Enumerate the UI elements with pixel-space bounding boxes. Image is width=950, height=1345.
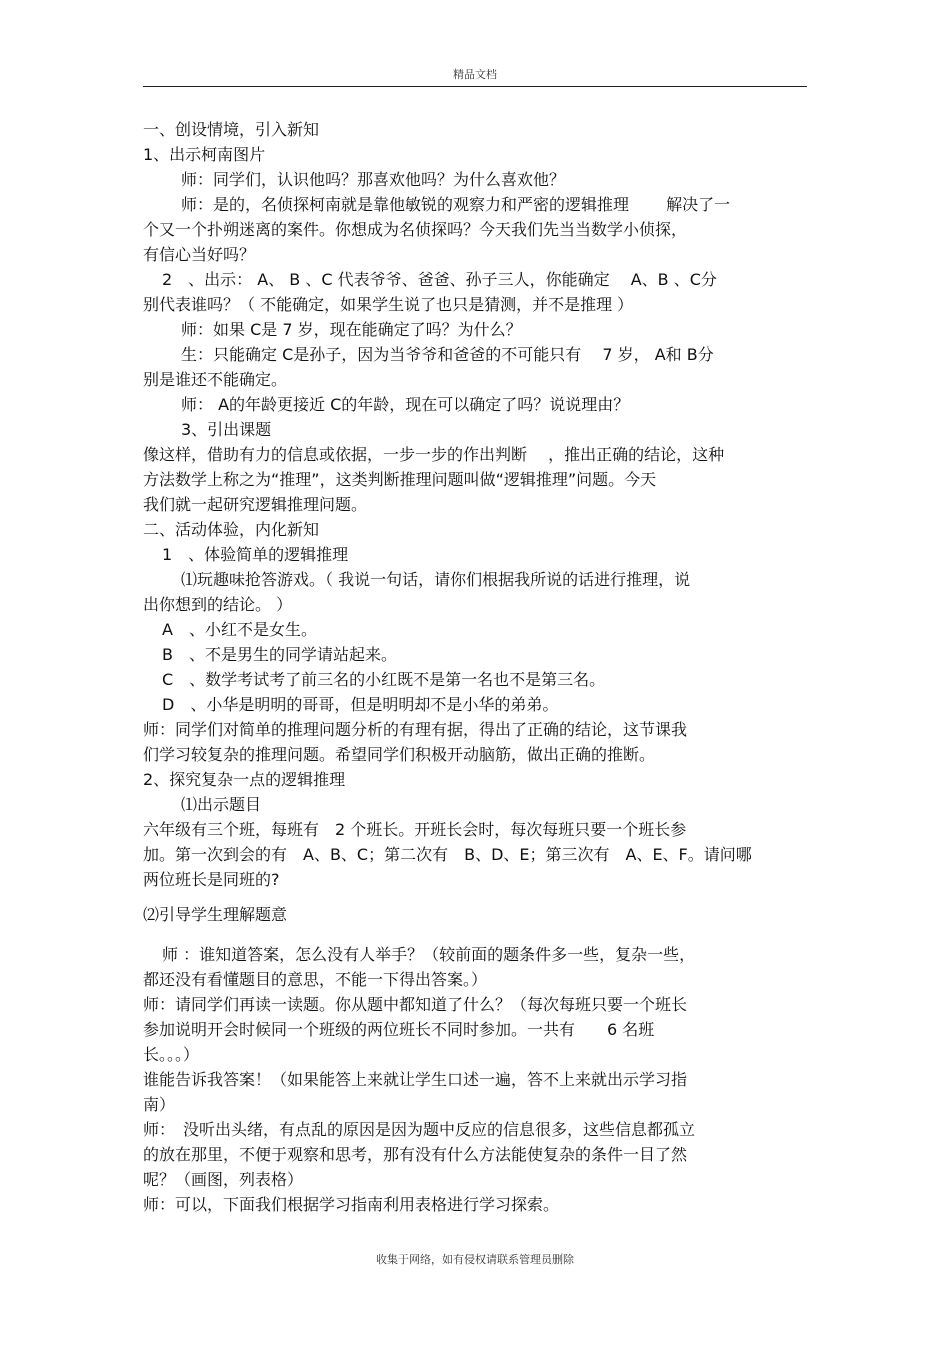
- list-item: C 、数学考试考了前三名的小红既不是第一名也不是第三名。: [162, 670, 606, 689]
- header-divider: [143, 86, 807, 87]
- page-header: 精品文档: [453, 68, 497, 81]
- text-line: 师：是的，名侦探柯南就是靠他敏锐的观察力和严密的逻辑推理 解决了一: [181, 195, 731, 214]
- text-line: 都还没有看懂题目的意思，不能一下得出答案。）: [143, 970, 488, 989]
- text-line: 呢？（画图，列表格）: [143, 1170, 304, 1189]
- text-line: 们学习较复杂的推理问题。希望同学们积极开动脑筋，做出正确的推断。: [143, 745, 656, 764]
- list-item: A 、小红不是女生。: [162, 620, 317, 639]
- subsection-heading: 1、出示柯南图片: [143, 145, 266, 164]
- text-line: 南）: [143, 1095, 176, 1114]
- text-line: 师：同学们对简单的推理问题分析的有理有据，得出了正确的结论，这节课我: [143, 720, 688, 739]
- text-line: ⑴出示题目: [181, 795, 262, 814]
- subsection-heading: 1 、体验简单的逻辑推理: [162, 545, 349, 564]
- section-heading: 一、创设情境，引入新知: [143, 120, 320, 139]
- text-line: 像这样，借助有力的信息或依据，一步一步的作出判断 ，推出正确的结论，这种: [143, 445, 725, 464]
- text-line: 加。第一次到会的有 A、B、C；第二次有 B、D、E；第三次有 A、E、F。请问哪: [143, 845, 752, 864]
- subsection-heading: 2、探究复杂一点的逻辑推理: [143, 770, 346, 789]
- text-line: 师：如果 C是 7 岁，现在能确定了吗？为什么？: [181, 320, 522, 339]
- subsection-heading: 3、引出课题: [181, 420, 272, 439]
- text-line: 师 ：谁知道答案，怎么没有人举手？（较前面的题条件多一些，复杂一些，: [162, 945, 696, 964]
- text-line: 师：同学们，认识他吗？那喜欢他吗？为什么喜欢他？: [181, 170, 566, 189]
- text-line: 谁能告诉我答案！（如果能答上来就让学生口述一遍，答不上来就出示学习指: [143, 1070, 688, 1089]
- text-line: 方法数学上称之为“推理”，这类判断推理问题叫做“逻辑推理”问题。今天: [143, 470, 657, 489]
- list-item: D 、小华是明明的哥哥，但是明明却不是小华的弟弟。: [162, 695, 559, 714]
- text-line: 生：只能确定 C是孙子，因为当爷爷和爸爸的不可能只有 7 岁， A和 B分: [181, 345, 714, 364]
- text-line: 师：可以，下面我们根据学习指南利用表格进行学习探索。: [143, 1195, 560, 1214]
- text-line: 参加说明开会时候同一个班级的两位班长不同时参加。一共有 6 名班: [143, 1020, 655, 1039]
- text-line: 师：请同学们再读一读题。你从题中都知道了什么？（每次每班只要一个班长: [143, 995, 688, 1014]
- text-line: 有信心当好吗？: [143, 245, 256, 264]
- text-line: 两位班长是同班的?: [143, 870, 280, 889]
- text-line: 师： 没听出头绪，有点乱的原因是因为题中反应的信息很多，这些信息都孤立: [143, 1120, 696, 1139]
- text-line: 出你想到的结论。 ）: [143, 595, 293, 614]
- text-line: 2 、出示： A、 B 、C 代表爷爷、爸爸、孙子三人，你能确定 A、B 、C分: [162, 270, 717, 289]
- text-line: 长。。。）: [143, 1045, 200, 1064]
- text-line: 别是谁还不能确定。: [143, 370, 288, 389]
- text-line: 个又一个扑朔迷离的案件。你想成为名侦探吗？今天我们先当当数学小侦探，: [143, 220, 688, 239]
- page-footer: 收集于网络，如有侵权请联系管理员删除: [376, 1253, 574, 1266]
- text-line: 别代表谁吗？（ 不能确定，如果学生说了也只是猜测，并不是推理 ）: [143, 295, 634, 314]
- text-line: 我们就一起研究逻辑推理问题。: [143, 495, 368, 514]
- section-heading: 二、活动体验，内化新知: [143, 520, 320, 539]
- text-line: 师： A的年龄更接近 C的年龄，现在可以确定了吗？说说理由？: [181, 395, 630, 414]
- text-line: 六年级有三个班，每班有 2 个班长。开班长会时，每次每班只要一个班长参: [143, 820, 687, 839]
- text-line: ⑴玩趣味抢答游戏。（ 我说一句话，请你们根据我所说的话进行推理，说: [181, 570, 691, 589]
- text-line: ⑵引导学生理解题意: [143, 905, 288, 924]
- list-item: B 、不是男生的同学请站起来。: [162, 645, 397, 664]
- text-line: 的放在那里，不便于观察和思考，那有没有什么方法能使复杂的条件一目了然: [143, 1145, 688, 1164]
